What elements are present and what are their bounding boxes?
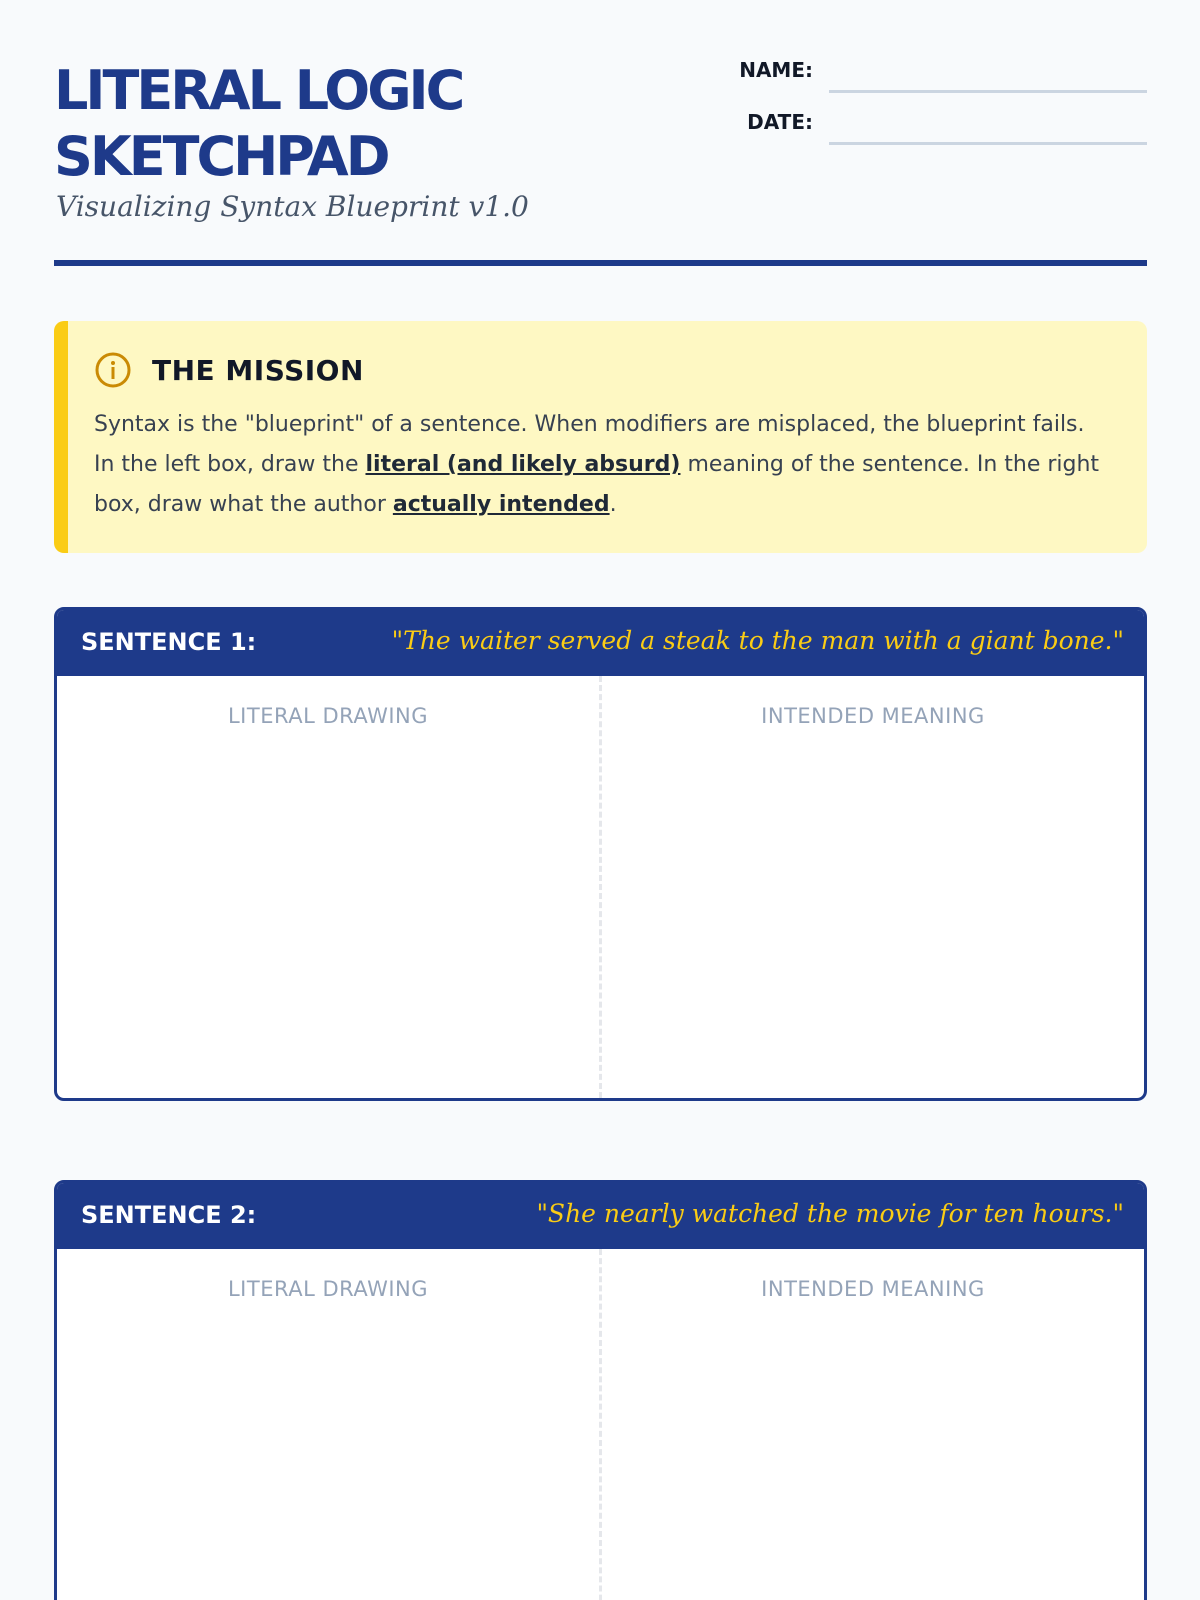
literal-drawing-area-1[interactable] (57, 676, 602, 1098)
sentence-quote-2: "She nearly watched the movie for ten hours." (536, 1199, 1124, 1228)
sentence-label-1: SENTENCE 1: (81, 628, 257, 656)
worksheet-header (54, 52, 1147, 268)
mission-text-middle: meaning of the sentence. In the right box, draw what the author (94, 452, 1100, 517)
page-title: LITERAL LOGIC SKETCHPAD (54, 59, 463, 188)
mission-text-end: . (609, 492, 617, 517)
mission-title: THE MISSION (152, 353, 364, 387)
sentence-card-1 (54, 607, 1147, 1101)
mission-callout (54, 321, 1147, 553)
sentence-panels-1 (57, 676, 1144, 1098)
sentence-card-2 (54, 1180, 1147, 1600)
intended-meaning-label-1: INTENDED MEANING (761, 704, 985, 728)
mission-header (94, 349, 1107, 391)
date-label: DATE: (747, 110, 813, 134)
info-icon (94, 351, 132, 389)
sentence-quote-1: "The waiter served a steak to the man with a giant bone." (391, 626, 1124, 655)
literal-drawing-label-2: LITERAL DRAWING (227, 1277, 429, 1301)
literal-drawing-area-2[interactable] (57, 1249, 602, 1600)
name-field[interactable] (727, 52, 1147, 92)
sentence-panels-2 (57, 1249, 1144, 1600)
sentence-header-1 (57, 610, 1144, 676)
header-divider (54, 260, 1147, 266)
name-input-line[interactable] (829, 90, 1147, 93)
intended-meaning-area-1[interactable] (602, 676, 1144, 1098)
intended-meaning-area-2[interactable] (602, 1249, 1144, 1600)
date-input-line[interactable] (829, 142, 1147, 145)
intended-meaning-label-2: INTENDED MEANING (761, 1277, 985, 1301)
mission-emphasis-intended: actually intended (392, 492, 610, 517)
mission-text-before: Syntax is the "blueprint" of a sentence. When modifiers are misplaced, the blueprint fails. In the left box, draw the (94, 412, 1085, 477)
name-label: NAME: (739, 58, 813, 82)
mission-text (94, 405, 1107, 525)
date-field[interactable] (727, 104, 1147, 144)
literal-drawing-label-1: LITERAL DRAWING (227, 704, 429, 728)
mission-emphasis-literal: literal (and likely absurd) (365, 452, 681, 477)
sentence-label-2: SENTENCE 2: (81, 1201, 257, 1229)
sentence-header-2 (57, 1183, 1144, 1249)
page-subtitle: Visualizing Syntax Blueprint v1.0 (56, 190, 529, 223)
